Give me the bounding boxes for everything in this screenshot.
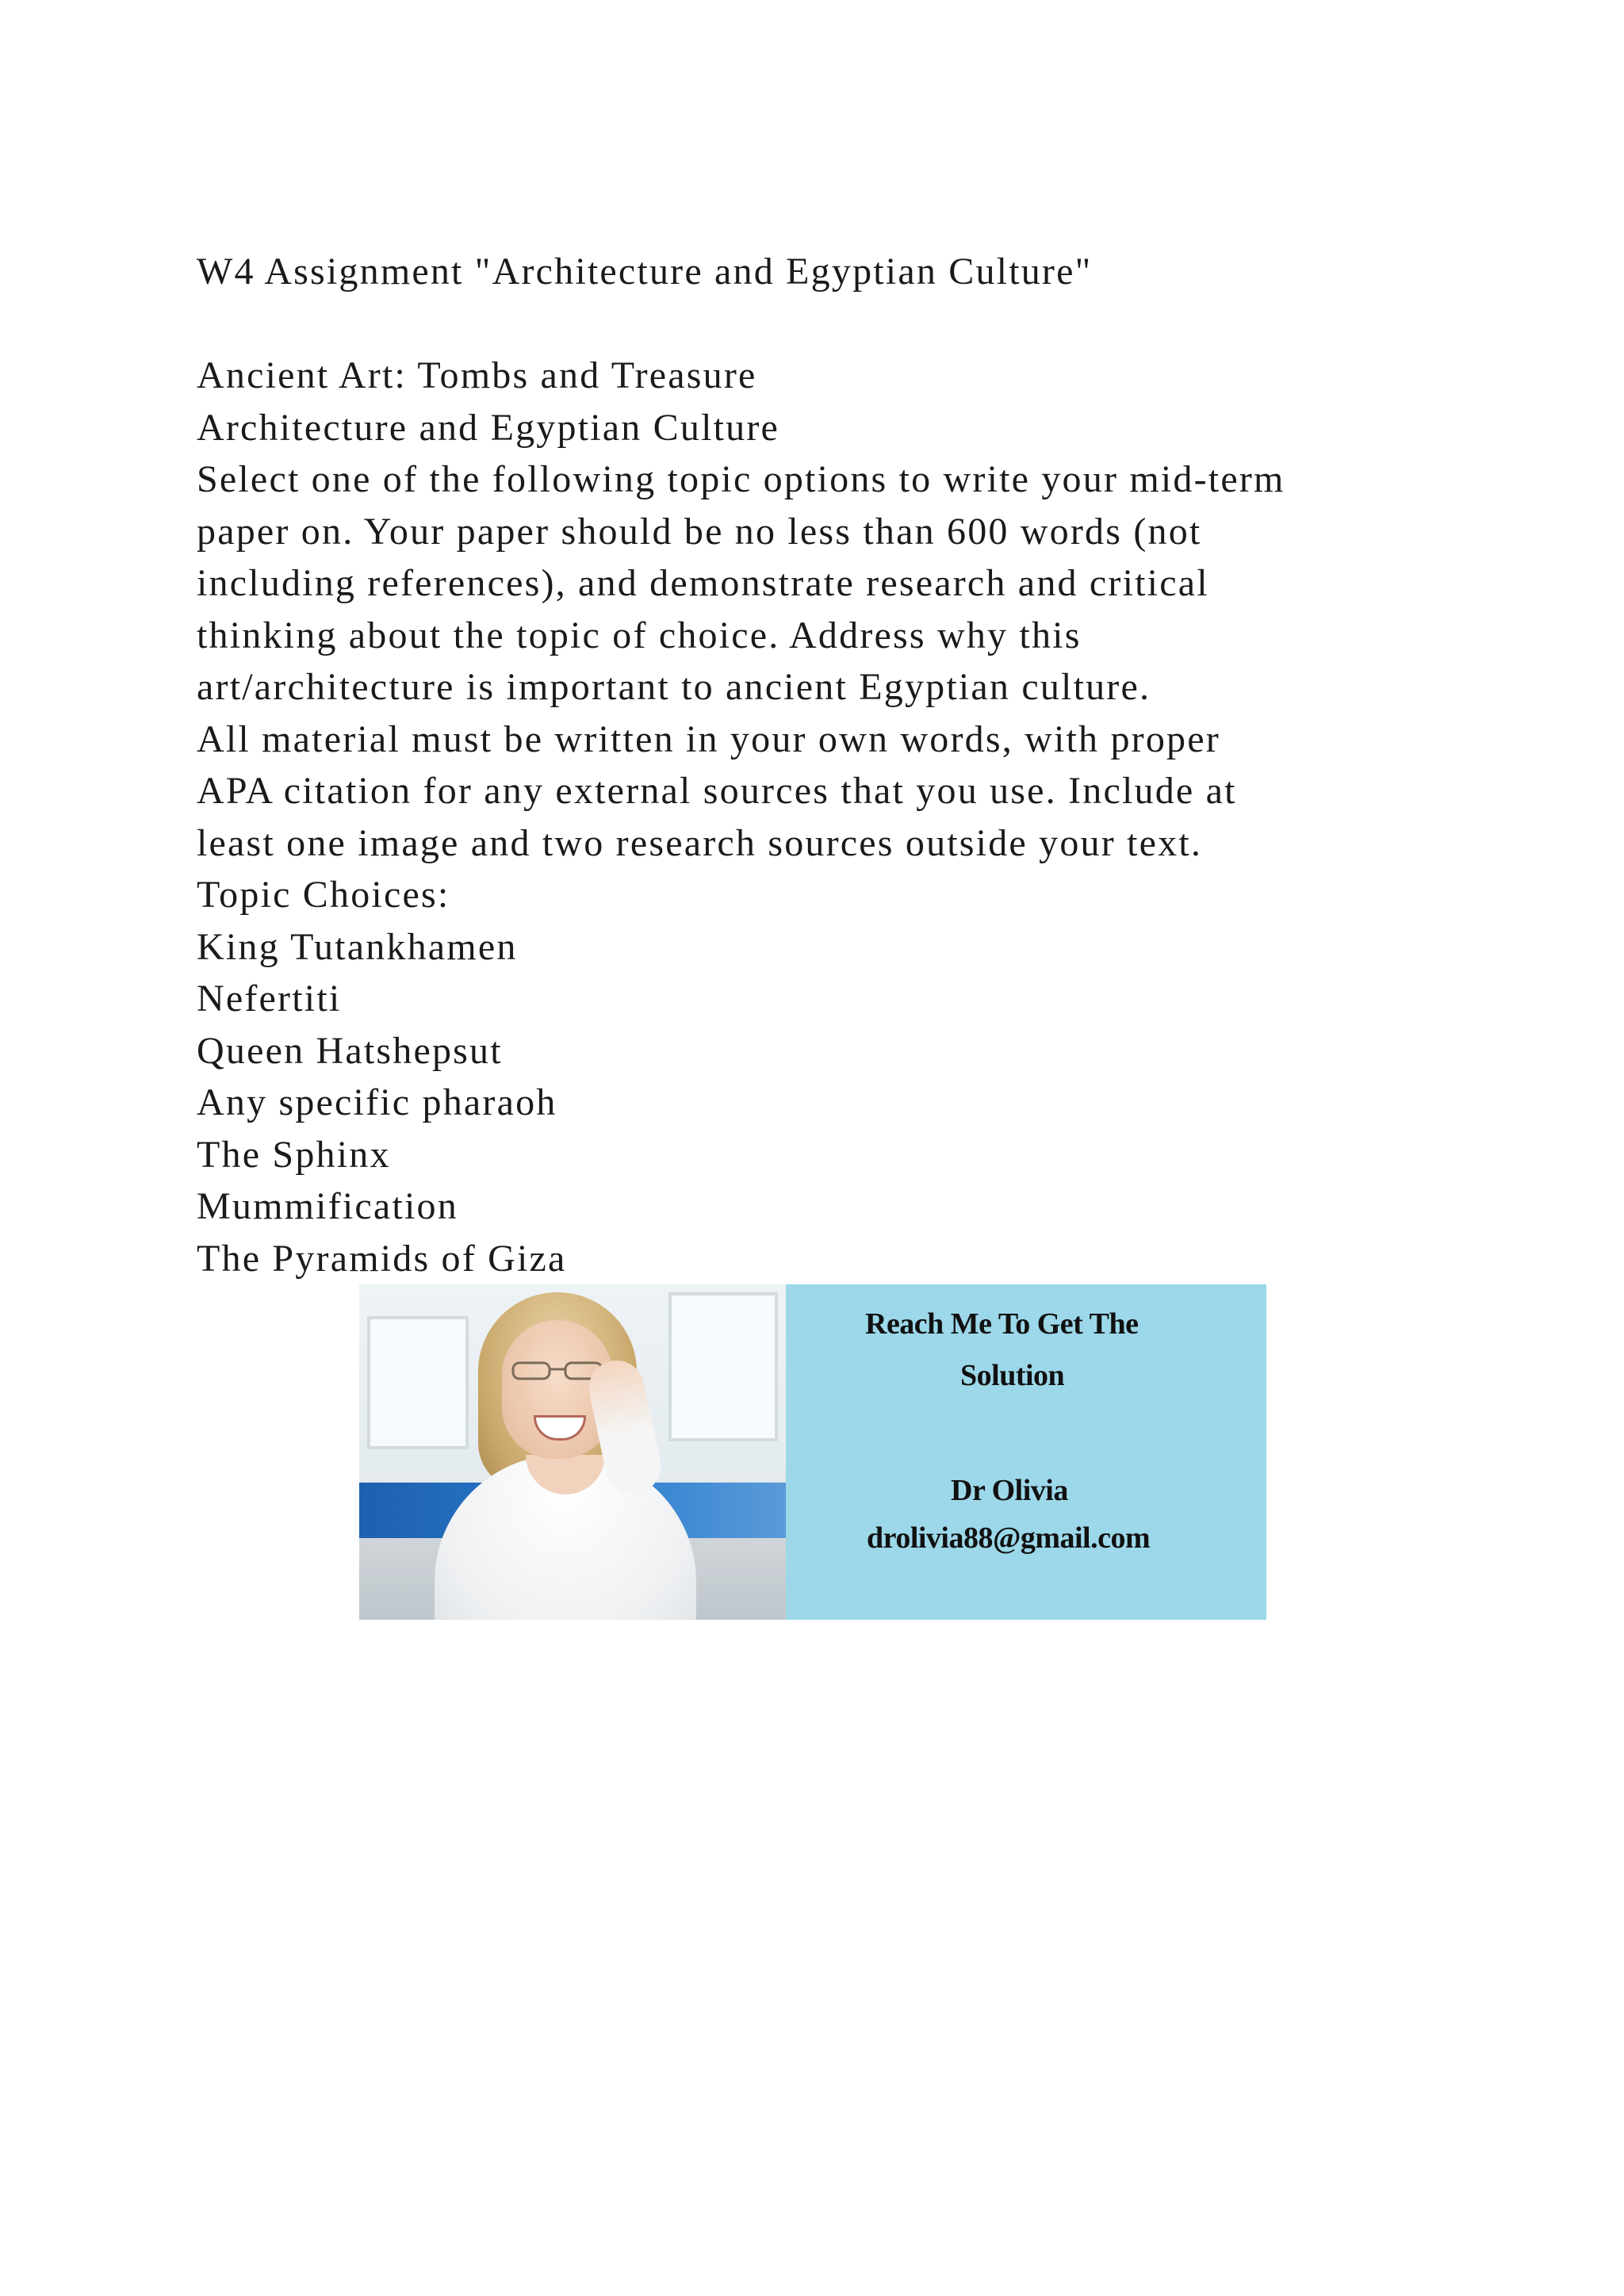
paragraph-line: thinking about the topic of choice. Address why this xyxy=(197,614,1082,656)
promo-banner xyxy=(359,1284,1266,1620)
topics-label: Topic Choices: xyxy=(197,874,450,916)
topic-item: Queen Hatshepsut xyxy=(197,1029,503,1072)
topic-item: The Pyramids of Giza xyxy=(197,1237,567,1280)
assignment-heading: W4 Assignment "Architecture and Egyptian Culture" xyxy=(197,251,1093,293)
subtitle-architecture: Architecture and Egyptian Culture xyxy=(197,406,780,449)
paragraph-line: APA citation for any external sources that you use. Include at xyxy=(197,770,1237,812)
window-pane xyxy=(367,1316,469,1449)
blank-line xyxy=(197,298,1465,350)
topic-item: Any specific pharaoh xyxy=(197,1081,557,1123)
topic-item: The Sphinx xyxy=(197,1133,391,1176)
topic-item: King Tutankhamen xyxy=(197,925,518,968)
subtitle-ancient-art: Ancient Art: Tombs and Treasure xyxy=(197,354,757,396)
topic-item: Nefertiti xyxy=(197,978,342,1020)
contact-cta-line-1: Reach Me To Get The xyxy=(865,1307,1139,1341)
paragraph-line: art/architecture is important to ancient Egyptian culture. xyxy=(197,666,1151,708)
assignment-text xyxy=(197,246,1465,1284)
contact-card xyxy=(786,1284,1266,1620)
contact-email: drolivia88@gmail.com xyxy=(867,1521,1151,1555)
window-pane xyxy=(668,1292,778,1441)
paragraph-line: All material must be written in your own words, with proper xyxy=(197,718,1220,760)
topic-item: Mummification xyxy=(197,1185,458,1227)
woman-photo xyxy=(359,1284,786,1620)
paragraph-line: including references), and demonstrate research and critical xyxy=(197,562,1209,604)
paragraph-line: paper on. Your paper should be no less than 600 words (not xyxy=(197,510,1202,553)
contact-name: Dr Olivia xyxy=(951,1474,1068,1507)
paragraph-line: least one image and two research sources outside your text. xyxy=(197,821,1203,864)
contact-cta-line-2: Solution xyxy=(960,1359,1065,1392)
paragraph-line: Select one of the following topic options to write your mid-term xyxy=(197,458,1285,500)
